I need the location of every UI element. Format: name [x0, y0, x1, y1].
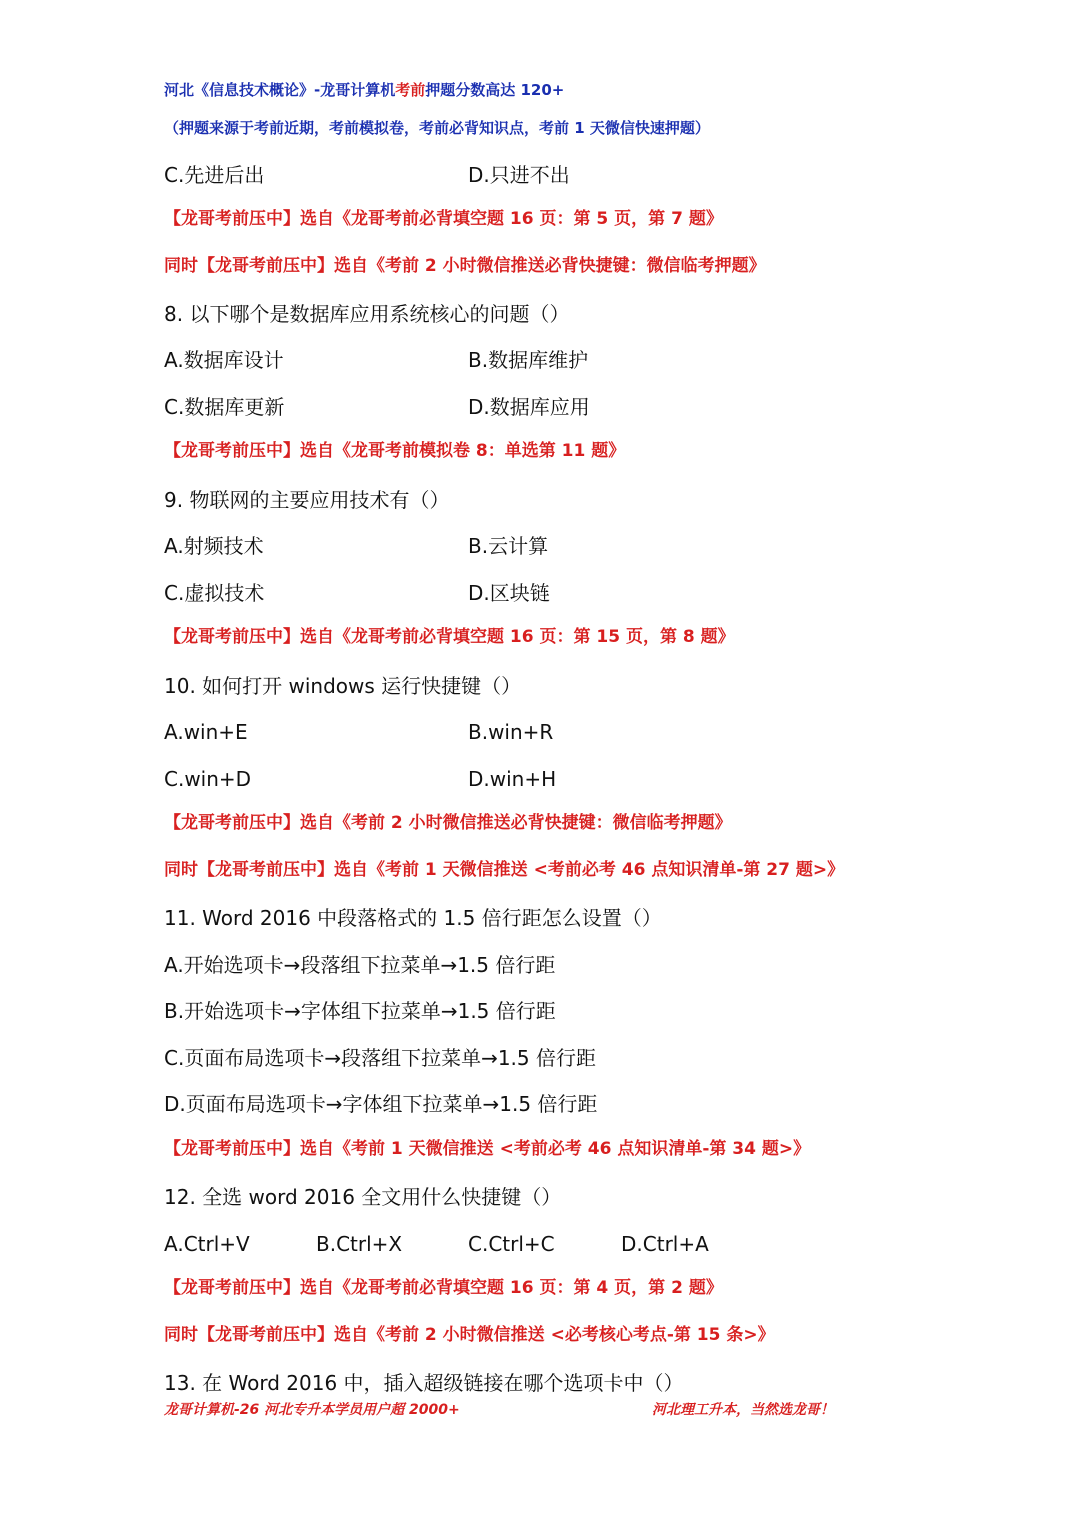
q8-option-c: C.数据库更新	[164, 395, 285, 419]
q8-option-d: D.数据库应用	[468, 395, 590, 419]
q10-source-note: 【龙哥考前压中】选自《考前 2 小时微信推送必背快捷键：微信临考押题》	[164, 813, 732, 833]
q10-option-d: D.win+H	[468, 767, 557, 791]
q11-option-b: B.开始选项卡→字体组下拉菜单→1.5 倍行距	[164, 999, 556, 1023]
q10-option-a: A.win+E	[164, 720, 248, 744]
header-title-part1: 河北《信息技术概论》-龙哥计算机	[164, 81, 396, 99]
q10-source-note-2: 同时【龙哥考前压中】选自《考前 1 天微信推送 <考前必考 46 点知识清单-第 27 题>》	[164, 860, 845, 880]
q12-option-b: B.Ctrl+X	[316, 1232, 403, 1256]
page-header-title	[164, 83, 564, 98]
q10-question: 10. 如何打开 windows 运行快捷键（）	[164, 674, 522, 698]
q13-question: 13. 在 Word 2016 中，插入超级链接在哪个选项卡中（）	[164, 1371, 684, 1395]
q9-option-a: A.射频技术	[164, 534, 264, 558]
q9-option-b: B.云计算	[468, 534, 549, 558]
q11-option-c: C.页面布局选项卡→段落组下拉菜单→1.5 倍行距	[164, 1046, 597, 1070]
header-title-highlight: 考前	[395, 81, 426, 99]
q9-option-c: C.虚拟技术	[164, 581, 265, 605]
q10-option-b: B.win+R	[468, 720, 554, 744]
q9-question: 9. 物联网的主要应用技术有（）	[164, 488, 450, 512]
q8-question: 8. 以下哪个是数据库应用系统核心的问题（）	[164, 302, 570, 326]
q8-option-b: B.数据库维护	[468, 348, 589, 372]
q7-source-note-2: 同时【龙哥考前压中】选自《考前 2 小时微信推送必背快捷键：微信临考押题》	[164, 256, 766, 276]
q9-option-d: D.区块链	[468, 581, 550, 605]
q7-option-c: C.先进后出	[164, 163, 265, 187]
q11-option-d: D.页面布局选项卡→字体组下拉菜单→1.5 倍行距	[164, 1092, 598, 1116]
q12-source-note: 【龙哥考前压中】选自《龙哥考前必背填空题 16 页：第 4 页，第 2 题》	[164, 1278, 723, 1298]
q8-source-note: 【龙哥考前压中】选自《龙哥考前模拟卷 8：单选第 11 题》	[164, 441, 626, 461]
q7-source-note: 【龙哥考前压中】选自《龙哥考前必背填空题 16 页：第 5 页，第 7 题》	[164, 209, 723, 229]
q12-option-c: C.Ctrl+C	[468, 1232, 555, 1256]
q12-source-note-2: 同时【龙哥考前压中】选自《考前 2 小时微信推送 <必考核心考点-第 15 条>》	[164, 1325, 775, 1345]
q11-source-note: 【龙哥考前压中】选自《考前 1 天微信推送 <考前必考 46 点知识清单-第 34 题>》	[164, 1139, 811, 1159]
q10-option-c: C.win+D	[164, 767, 252, 791]
q12-question: 12. 全选 word 2016 全文用什么快捷键（）	[164, 1185, 562, 1209]
q8-option-a: A.数据库设计	[164, 348, 284, 372]
header-title-part3: 押题分数高达 120+	[425, 81, 565, 99]
q11-question: 11. Word 2016 中段落格式的 1.5 倍行距怎么设置（）	[164, 906, 662, 930]
footer-left: 龙哥计算机-26 河北专升本学员用户超 2000+	[164, 1402, 460, 1418]
q7-option-d: D.只进不出	[468, 163, 570, 187]
q9-source-note: 【龙哥考前压中】选自《龙哥考前必背填空题 16 页：第 15 页，第 8 题》	[164, 627, 735, 647]
q12-option-d: D.Ctrl+A	[621, 1232, 709, 1256]
page-header-subtitle: （押题来源于考前近期，考前模拟卷，考前必背知识点，考前 1 天微信快速押题）	[164, 119, 710, 137]
footer-right: 河北理工升本，当然选龙哥！	[652, 1402, 834, 1418]
q12-option-a: A.Ctrl+V	[164, 1232, 250, 1256]
q11-option-a: A.开始选项卡→段落组下拉菜单→1.5 倍行距	[164, 953, 556, 977]
